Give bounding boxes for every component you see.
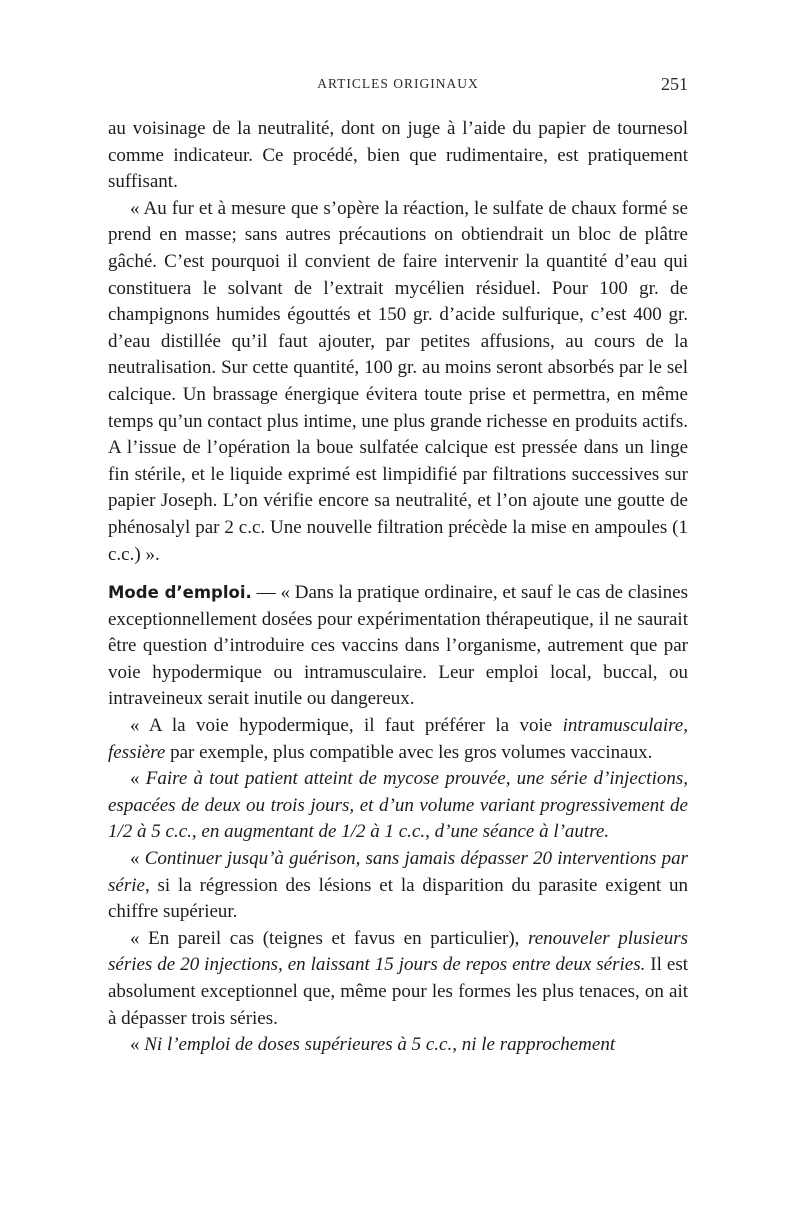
text-run: , si la régression des lésions et la disparition du parasite exigent un chiffre supérieur. bbox=[108, 874, 688, 923]
body-text bbox=[108, 116, 688, 1059]
paragraph-teignes-favus bbox=[108, 926, 688, 1032]
text-run: « bbox=[130, 1034, 145, 1056]
paragraph-series-injections bbox=[108, 766, 688, 846]
italic-run: renouveler plusieurs séries de 20 injections, en laissant 15 jours de repos entre deux séries. bbox=[108, 927, 688, 976]
italic-run: Ni l’emploi de doses supérieures à 5 c.c., ni le rapprochement bbox=[144, 1034, 616, 1056]
mode-emploi-text: — « Dans la pratique ordinaire, et sauf le cas de clasines exceptionnellement dosées pour expérimentation thérapeutique, il ne saurait être question d’introduire ces vaccins dans l’organisme, autrement que par voie hypodermique ou intramusculaire. Leur emploi local, buccal, ou intraveineux serait inutile ou dangereux. bbox=[108, 582, 688, 710]
page-number: 251 bbox=[661, 74, 688, 94]
section-heading-mode-emploi: Mode d’emploi. bbox=[108, 583, 252, 603]
paragraph-mode-emploi bbox=[108, 580, 688, 713]
text-run: « En pareil cas (teignes et favus en particulier), bbox=[130, 927, 529, 949]
paragraph-reaction: « Au fur et à mesure que s’opère la réaction, le sulfate de chaux formé se prend en masse; sans autres précautions on obtiendrait un bloc de plâtre gâché. C’est pourquoi il convient de faire intervenir la quantité d’eau qui constituera le solvant de l’extrait mycélien résiduel. Pour 100 gr. de champignons humides égouttés et 150 gr. d’acide sulfurique, c’est 400 gr. d’eau distillée qu’il faut ajouter, par petites affusions, au cours de la neutralisation. Sur cette quantité, 100 gr. au moins seront absorbés par le sel calcique. Un brassage énergique évitera toute prise et permettra, en même temps qu’un contact plus intime, une plus grande richesse en produits actifs. A l’issue de l’opération la boue sulfatée calcique est pressée dans un linge fin stérile, et le liquide exprimé est limpidifié par filtrations successives sur papier Joseph. L’on vérifie encore sa neutralité, et l’on ajoute une goutte de phénosalyl par 2 c.c. Une nouvelle filtration précède la mise en ampoules (1 c.c.) ». bbox=[108, 197, 688, 565]
text-run: par exemple, plus compatible avec les gros volumes vaccinaux. bbox=[165, 741, 653, 763]
text-run: « A la voie hypodermique, il faut préférer la voie bbox=[130, 715, 563, 737]
italic-run: Faire à tout patient atteint de mycose prouvée, une série d’injections, espacées de deux ou trois jours, et d’un volume variant progressivement de 1/2 à 5 c.c., en augmentant de 1/2 à 1 c.c., d’une séance à l’autre. bbox=[108, 768, 688, 843]
text-run: « bbox=[130, 768, 146, 790]
running-title: ARTICLES ORIGINAUX bbox=[317, 76, 479, 91]
italic-run: intramusculaire, fessière bbox=[108, 715, 688, 763]
text-run: Il est absolument exceptionnel que, même pour les formes les plus tenaces, on ait à dépasser trois séries. bbox=[108, 954, 688, 1029]
running-header bbox=[108, 76, 688, 100]
paragraph-continuer bbox=[108, 846, 688, 926]
text-run: « bbox=[130, 848, 145, 870]
paragraph-voie-intramusculaire bbox=[108, 713, 688, 766]
paragraph-ni-emploi bbox=[108, 1032, 688, 1059]
paragraph-continuation: au voisinage de la neutralité, dont on juge à l’aide du papier de tournesol comme indicateur. Ce procédé, bien que rudimentaire, est pratiquement suffisant. bbox=[108, 118, 688, 193]
italic-run: Continuer jusqu’à guérison, sans jamais dépasser 20 interventions par série bbox=[108, 848, 689, 896]
section-spacer bbox=[108, 568, 688, 580]
